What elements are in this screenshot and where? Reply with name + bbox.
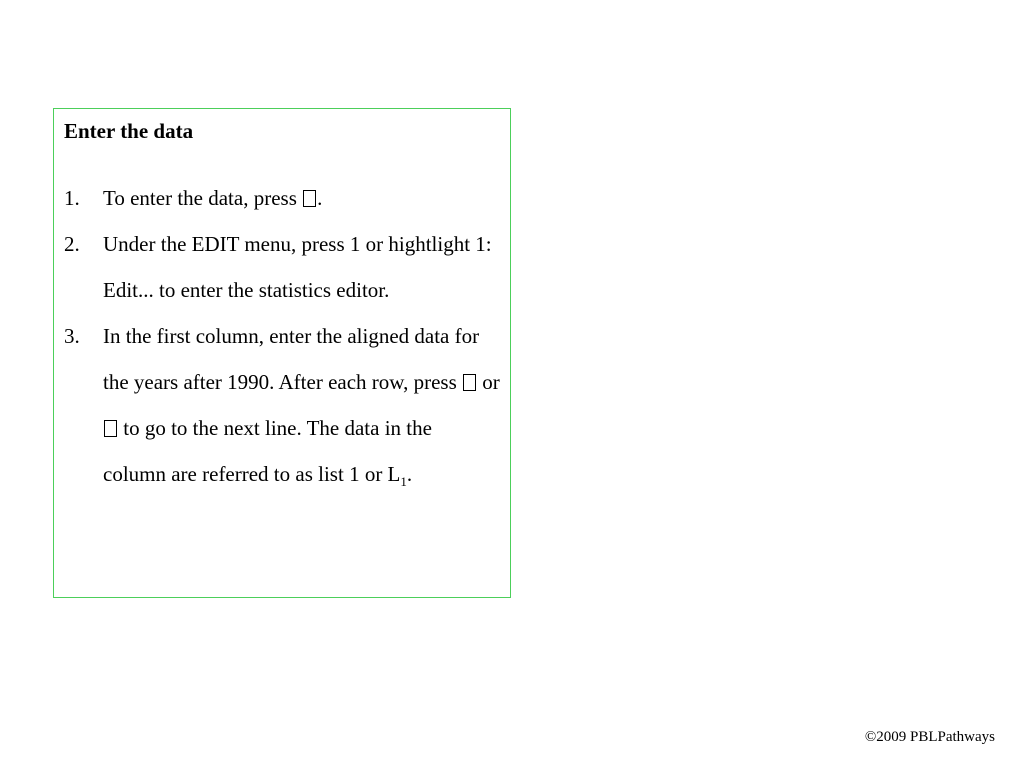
copyright-notice: ©2009 PBLPathways bbox=[864, 729, 995, 745]
step-text-part: In the first column, enter the aligned data for the years after 1990. After each row, press bbox=[103, 324, 480, 394]
step-number: 2. bbox=[64, 232, 80, 256]
step-number: 3. bbox=[64, 324, 80, 348]
step-text-part: To enter the data, press bbox=[103, 186, 303, 210]
step-text bbox=[103, 175, 500, 221]
step-1 bbox=[64, 175, 500, 221]
step-text-part: to go to the next line. The data in the column are referred to as list 1 or L bbox=[103, 416, 432, 486]
step-2 bbox=[64, 221, 500, 313]
key-glyph-icon bbox=[104, 420, 117, 437]
list-subscript: 1 bbox=[400, 474, 407, 490]
step-text bbox=[103, 313, 500, 497]
step-number: 1. bbox=[64, 186, 80, 210]
key-glyph-icon bbox=[303, 190, 316, 207]
step-text-part: . bbox=[317, 186, 323, 210]
step-text-part: . bbox=[406, 462, 413, 486]
key-glyph-icon bbox=[463, 374, 476, 391]
step-text: Under the EDIT menu, press 1 or hightlight 1: Edit... to enter the statistics editor. bbox=[103, 232, 492, 302]
steps-list bbox=[64, 175, 500, 497]
step-text-part: or bbox=[477, 370, 500, 394]
box-title: Enter the data bbox=[64, 119, 194, 143]
step-3 bbox=[64, 313, 500, 497]
instruction-box bbox=[53, 108, 511, 598]
